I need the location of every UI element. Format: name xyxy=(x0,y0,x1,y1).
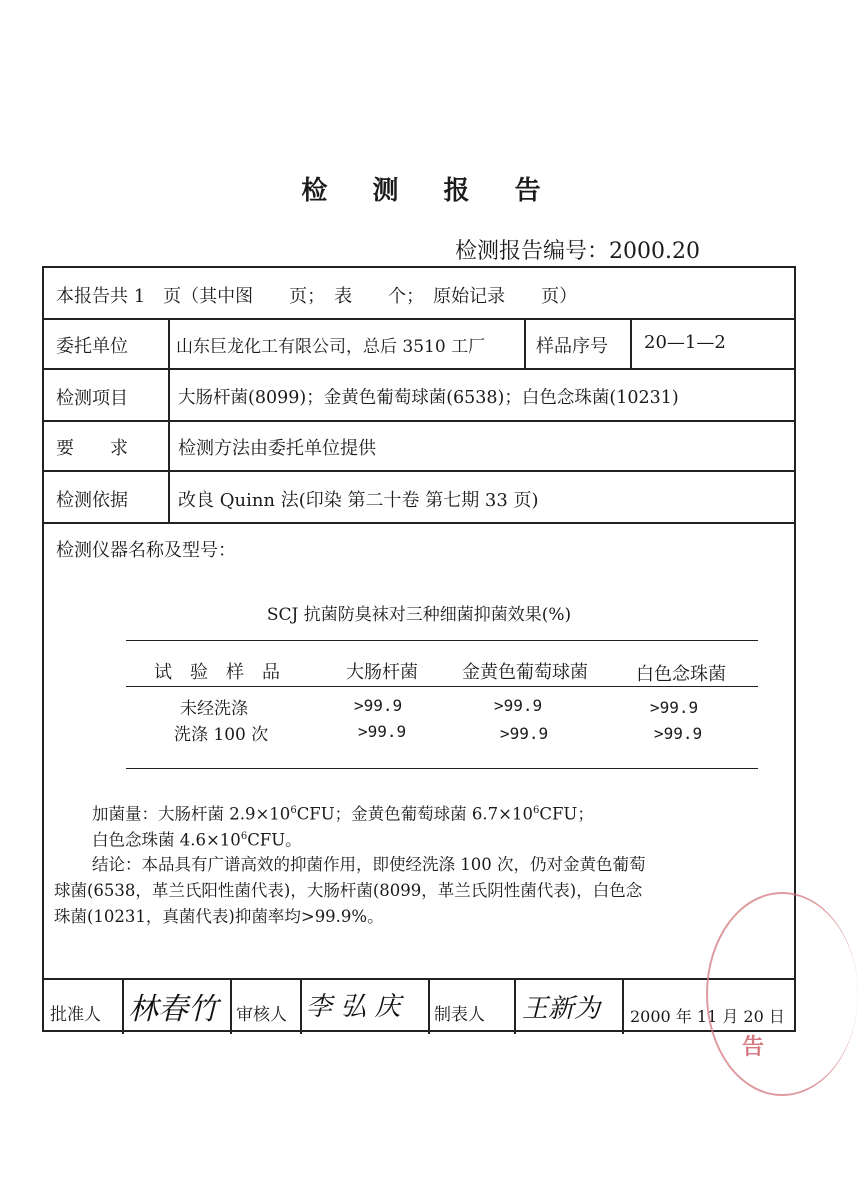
header-calbicans: 白色念珠菌 xyxy=(636,664,726,685)
sample-label: 样品序号 xyxy=(536,336,608,357)
basis-value: 改良 Quinn 法(印染 第二十卷 第七期 33 页) xyxy=(178,490,539,511)
client-value: 山东巨龙化工有限公司，总后 3510 工厂 xyxy=(176,337,486,357)
reviewer-signature: 李 弘 庆 xyxy=(306,992,401,1022)
basis-label: 检测依据 xyxy=(56,490,128,511)
conclusion-line-2: 球菌(6538，革兰氏阳性菌代表)，大肠杆菌(8099，革兰氏阴性菌代表)，白色念 xyxy=(54,881,643,900)
preparer-label: 制表人 xyxy=(434,1005,485,1025)
conclusion-line-3: 珠菌(10231，真菌代表)抑菌率均>99.9%。 xyxy=(54,907,384,926)
conclusion-line-1: 结论：本品具有广谱高效的抑菌作用，即使经洗涤 100 次，仍对金黄色葡萄 xyxy=(92,855,646,874)
table-cell: >99.9 xyxy=(354,696,403,715)
preparer-signature: 王新为 xyxy=(522,994,601,1024)
header-ecoli: 大肠杆菌 xyxy=(346,662,418,683)
items-value: 大肠杆菌(8099)；金黄色葡萄球菌(6538)；白色念珠菌(10231) xyxy=(178,388,679,408)
items-label: 检测项目 xyxy=(56,388,128,409)
inoculum-line-1: 加菌量：大肠杆菌 $2.9\times 10^6CFU$；金黄色葡萄球菌 $6.7\times 10^6CFU$； xyxy=(92,804,594,824)
header-sample: 试 验 样 品 xyxy=(154,662,280,683)
approver-signature: 林春竹 xyxy=(128,992,218,1027)
stamp-text: 告 xyxy=(742,1034,765,1060)
official-seal-stamp xyxy=(706,892,858,1096)
report-date: 2000 年 11 月 20 日 xyxy=(630,1007,785,1026)
inoculum-line-2: 白色念珠菌 $4.6\times 10^6CFU$。 xyxy=(92,830,302,850)
results-table-title: SCJ 抗菌防臭袜对三种细菌抑菌效果(%) xyxy=(266,605,572,625)
document-title: 检 测 报 告 xyxy=(301,176,559,206)
table-cell: >99.9 xyxy=(654,724,703,743)
client-label: 委托单位 xyxy=(56,336,128,357)
sample-value: 20—1—2 xyxy=(644,332,726,353)
report-form xyxy=(42,266,796,1032)
pages-line: 本报告共 1 页（其中图 页； 表 个； 原始记录 页） xyxy=(56,286,578,307)
report-number: 检测报告编号：2000.20 xyxy=(455,239,700,264)
instrument-label: 检测仪器名称及型号： xyxy=(56,540,236,561)
requirement-label: 要 求 xyxy=(56,438,128,459)
table-cell: >99.9 xyxy=(500,724,549,743)
requirement-value: 检测方法由委托单位提供 xyxy=(178,438,376,459)
header-saureus: 金黄色葡萄球菌 xyxy=(462,662,588,683)
approver-label: 批准人 xyxy=(50,1005,101,1025)
table-cell: >99.9 xyxy=(358,722,407,741)
table-cell: >99.9 xyxy=(494,696,543,715)
table-cell: >99.9 xyxy=(650,698,699,717)
reviewer-label: 审核人 xyxy=(236,1005,287,1025)
table-row-label: 洗涤 100 次 xyxy=(174,725,269,745)
table-row-label: 未经洗涤 xyxy=(180,699,248,719)
